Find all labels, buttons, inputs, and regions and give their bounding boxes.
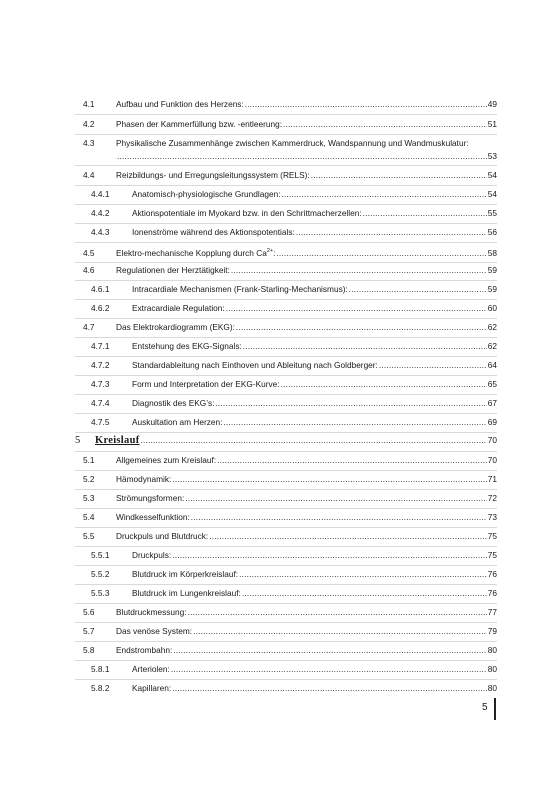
toc-page: 72	[487, 493, 497, 503]
toc-entry[interactable]	[75, 683, 497, 694]
toc-title: Druckpuls:	[132, 550, 172, 560]
row-divider	[75, 299, 497, 300]
row-divider	[75, 262, 497, 263]
row-divider	[75, 489, 497, 490]
toc-entry[interactable]	[75, 138, 497, 162]
toc-number: 5.5.2	[91, 569, 110, 579]
toc-title: Standardableitung nach Einthoven und Ableitung nach Goldberger:	[132, 360, 378, 370]
row-divider	[75, 622, 497, 623]
toc-entry[interactable]	[75, 246, 497, 259]
toc-title: Auskultation am Herzen:	[132, 417, 223, 427]
dot-leader	[236, 322, 487, 333]
toc-number: 4.7	[83, 322, 95, 332]
toc-page: 77	[487, 607, 497, 617]
row-divider	[75, 165, 497, 166]
toc-entry[interactable]	[75, 417, 497, 428]
dot-leader	[281, 379, 487, 390]
row-divider	[75, 185, 497, 186]
toc-title: Endstrombahn:	[116, 645, 173, 655]
toc-page: 69	[487, 417, 497, 427]
toc-entry[interactable]	[75, 531, 497, 542]
row-divider	[75, 413, 497, 414]
toc-title-text: Elektro-mechanische Kopplung durch Ca	[116, 247, 267, 258]
dot-leader	[239, 569, 487, 580]
row-divider	[75, 280, 497, 281]
toc-page: 70	[487, 435, 497, 445]
toc-entry[interactable]	[75, 569, 497, 580]
row-divider	[75, 432, 497, 433]
toc-title: Blutdruckmessung:	[116, 607, 187, 617]
toc-title: Arteriolen:	[132, 664, 170, 674]
toc-title: Blutdruck im Lungenkreislauf:	[132, 588, 241, 598]
toc-number: 5.3	[83, 493, 95, 503]
toc-page: 58	[487, 247, 497, 258]
dot-leader	[173, 645, 486, 656]
row-divider	[75, 470, 497, 471]
toc-entry[interactable]	[75, 607, 497, 618]
toc-number: 4.1	[83, 99, 95, 109]
toc-page: 65	[487, 379, 497, 389]
toc-entry[interactable]	[75, 512, 497, 523]
footer-bar	[494, 698, 496, 720]
toc-entry[interactable]	[75, 550, 497, 561]
toc-title: Kapillaren:	[132, 683, 172, 693]
toc-title: Ionenströme während des Aktionspotentials:	[132, 227, 295, 237]
dot-leader	[363, 208, 487, 219]
toc-title: Phasen der Kammerfüllung bzw. -entleerung:	[116, 119, 283, 129]
row-divider	[75, 318, 497, 319]
toc-entry[interactable]	[75, 645, 497, 656]
dot-leader	[226, 303, 487, 314]
toc-title: Strömungsformen:	[116, 493, 185, 503]
row-divider	[75, 508, 497, 509]
toc-number: 5.5	[83, 531, 95, 541]
toc-number: 5.1	[83, 455, 95, 465]
toc-number: 5.4	[83, 512, 95, 522]
toc-entry[interactable]	[75, 284, 497, 295]
toc-title: Das venöse System:	[116, 626, 193, 636]
toc-title: Hämodynamik:	[116, 474, 172, 484]
row-divider	[75, 394, 497, 395]
dot-leader	[311, 170, 487, 181]
toc-entry[interactable]	[75, 303, 497, 314]
toc-number: 5.8.2	[91, 683, 110, 693]
toc-title: Das Elektrokardiogramm (EKG):	[116, 322, 235, 332]
toc-page: 55	[487, 208, 497, 218]
toc-page: 59	[487, 284, 497, 294]
dot-leader	[117, 151, 487, 162]
dot-leader	[349, 284, 487, 295]
toc-page: 59	[487, 265, 497, 275]
toc-number: 4.7.5	[91, 417, 110, 427]
toc-number: 4.4	[83, 170, 95, 180]
toc-page: 54	[487, 170, 497, 180]
toc-page: 80	[487, 664, 497, 674]
toc-entry[interactable]	[75, 360, 497, 371]
toc-number: 4.4.2	[91, 208, 110, 218]
toc-number: 4.6.1	[91, 284, 110, 294]
row-divider	[75, 337, 497, 338]
toc-number: 5.5.3	[91, 588, 110, 598]
toc-number: 5.8	[83, 645, 95, 655]
toc-page: 80	[487, 683, 497, 693]
row-divider	[75, 204, 497, 205]
toc-entry[interactable]	[75, 664, 497, 675]
row-divider	[75, 356, 497, 357]
row-divider	[75, 134, 497, 135]
toc-title: Aufbau und Funktion des Herzens:	[116, 99, 244, 109]
toc-title: Allgemeines zum Kreislauf:	[116, 455, 217, 465]
toc-page: 73	[487, 512, 497, 522]
toc-entry[interactable]	[75, 322, 497, 333]
toc-title: Anatomisch-physiologische Grundlagen:	[132, 189, 281, 199]
toc-page: 51	[487, 119, 497, 129]
row-divider	[75, 584, 497, 585]
row-divider	[75, 660, 497, 661]
toc-page: 75	[487, 550, 497, 560]
dot-leader	[171, 664, 487, 675]
toc-page: 75	[487, 531, 497, 541]
toc-entry[interactable]	[75, 398, 497, 409]
toc-title: Windkesselfunktion:	[116, 512, 190, 522]
toc-title: Extracardiale Regulation:	[132, 303, 225, 313]
toc-number: 4.7.3	[91, 379, 110, 389]
dot-leader	[141, 435, 487, 446]
row-divider	[75, 375, 497, 376]
toc-page: 76	[487, 569, 497, 579]
row-divider	[75, 451, 497, 452]
toc-title: Form und Interpretation der EKG-Kurve:	[132, 379, 280, 389]
toc-number: 5.8.1	[91, 664, 110, 674]
dot-leader	[231, 265, 487, 276]
dot-leader	[245, 99, 487, 110]
toc-entry[interactable]	[75, 170, 497, 181]
row-divider	[75, 679, 497, 680]
dot-leader	[379, 360, 487, 371]
row-divider	[75, 527, 497, 528]
toc-number: 4.7.4	[91, 398, 110, 408]
toc-title: Kreislauf	[95, 435, 140, 446]
toc-number: 4.5	[83, 247, 95, 258]
row-divider	[75, 565, 497, 566]
dot-leader	[242, 588, 487, 599]
toc-entry[interactable]	[75, 119, 497, 130]
toc-title: Aktionspotentiale im Myokard bzw. in den Schrittmacherzellen:	[132, 208, 362, 218]
toc-entry[interactable]	[75, 99, 497, 110]
dot-leader	[172, 683, 487, 694]
toc-number: 4.3	[83, 138, 95, 148]
toc-page: 54	[487, 189, 497, 199]
toc-page: 64	[487, 360, 497, 370]
row-divider	[75, 603, 497, 604]
dot-leader	[172, 474, 486, 485]
row-divider	[75, 641, 497, 642]
toc-page: 56	[487, 227, 497, 237]
toc-number: 4.7.2	[91, 360, 110, 370]
dot-leader	[185, 493, 487, 504]
toc-page: 71	[487, 474, 497, 484]
toc-number: 5	[75, 435, 81, 446]
toc-entry[interactable]	[75, 265, 497, 276]
toc-title: Entstehung des EKG-Signals:	[132, 341, 242, 351]
dot-leader	[217, 455, 487, 466]
toc-page: 60	[487, 303, 497, 313]
toc-title: Druckpuls und Blutdruck:	[116, 531, 209, 541]
toc-title: Diagnostik des EKG’s:	[132, 398, 215, 408]
toc-number: 5.2	[83, 474, 95, 484]
dot-leader	[283, 119, 487, 130]
toc-entry[interactable]	[75, 379, 497, 390]
toc-title: Reizbildungs- und Erregungsleitungssystem (RELS):	[116, 170, 310, 180]
toc-number: 5.5.1	[91, 550, 110, 560]
toc-page: 76	[487, 588, 497, 598]
toc-number: 4.4.3	[91, 227, 110, 237]
toc-title: Physikalische Zusammenhänge zwischen Kammerdruck, Wandspannung und Wandmuskulatur:	[116, 138, 469, 148]
page-number: 5	[482, 702, 488, 713]
toc-entry[interactable]	[75, 588, 497, 599]
dot-leader	[188, 607, 487, 618]
dot-leader	[193, 626, 487, 637]
toc-page: 62	[487, 341, 497, 351]
row-divider	[75, 223, 497, 224]
dot-leader	[296, 227, 487, 238]
toc-entry[interactable]	[75, 227, 497, 238]
toc-page: 53	[487, 151, 497, 161]
toc-number: 4.6.2	[91, 303, 110, 313]
row-divider	[75, 546, 497, 547]
dot-leader	[172, 550, 487, 561]
toc-number: 4.6	[83, 265, 95, 275]
dot-leader	[276, 248, 486, 259]
toc-entry[interactable]	[75, 493, 497, 504]
toc-title-end: :	[273, 247, 276, 258]
toc-number: 4.7.1	[91, 341, 110, 351]
toc-page: 62	[487, 322, 497, 332]
toc-entry[interactable]	[75, 474, 497, 485]
toc-number: 5.7	[83, 626, 95, 636]
toc-entry[interactable]	[75, 455, 497, 466]
toc-title: Regulationen der Herztätigkeit:	[116, 265, 230, 275]
toc-entry[interactable]	[75, 208, 497, 219]
toc-number: 5.6	[83, 607, 95, 617]
toc-entry[interactable]	[75, 341, 497, 352]
dot-leader	[282, 189, 487, 200]
toc-number: 4.2	[83, 119, 95, 129]
toc-page: 49	[487, 99, 497, 109]
toc-chapter-entry[interactable]	[75, 435, 497, 446]
dot-leader	[243, 341, 487, 352]
row-divider	[75, 114, 497, 115]
toc-number: 4.4.1	[91, 189, 110, 199]
row-divider	[75, 242, 497, 243]
toc-title: Blutdruck im Körperkreislauf:	[132, 569, 239, 579]
dot-leader	[191, 512, 487, 523]
toc-title: Intracardiale Mechanismen (Frank-Starling-Mechanismus):	[132, 284, 348, 294]
toc-entry[interactable]	[75, 189, 497, 200]
superscript: 2+	[266, 248, 274, 254]
dot-leader	[209, 531, 487, 542]
toc-page: 80	[487, 645, 497, 655]
toc-page: 79	[487, 626, 497, 636]
toc-page: 70	[487, 455, 497, 465]
toc-title	[116, 246, 275, 259]
toc-page: 67	[487, 398, 497, 408]
dot-leader	[215, 398, 486, 409]
dot-leader	[223, 417, 486, 428]
toc-entry[interactable]	[75, 626, 497, 637]
